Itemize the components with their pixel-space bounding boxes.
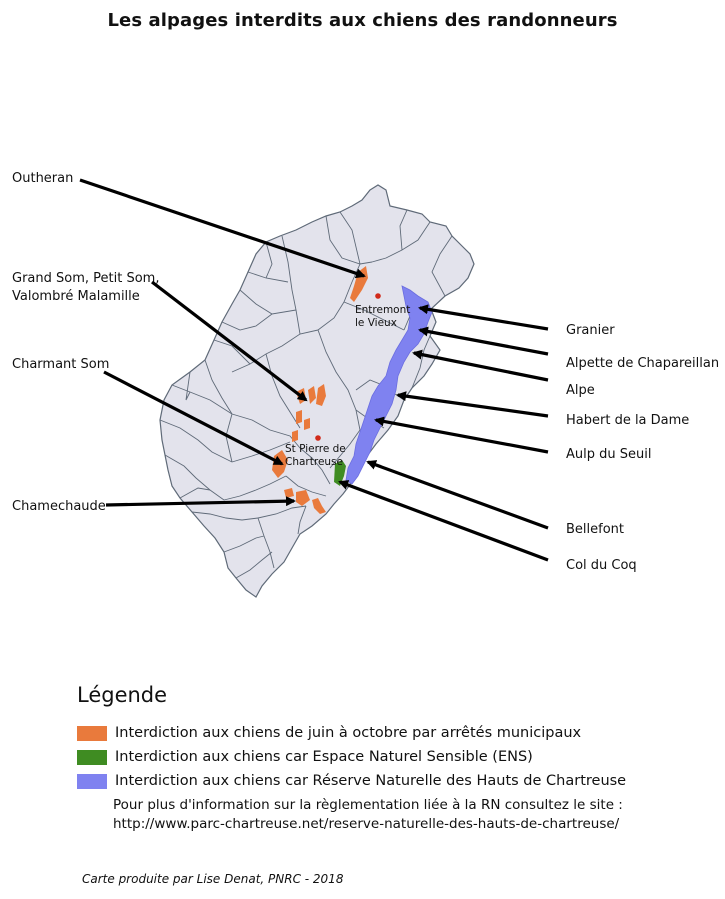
label-outheran: Outheran [12,171,74,186]
town-st-pierre-line2: Chartreuse [285,456,343,468]
st-pierre-dot [315,435,321,441]
arrow-alpe [414,353,548,380]
label-grand-som-line1: Grand Som, Petit Som, [12,271,160,286]
legend-text-municipal: Interdiction aux chiens de juin à octobre par arrêtés municipaux [115,725,582,741]
legend-text-reserve: Interdiction aux chiens car Réserve Naturelle des Hauts de Chartreuse [115,773,627,789]
label-grand-som-line2: Valombré Malamille [12,289,140,304]
legend-swatch-blue [77,774,107,789]
label-col-du-coq: Col du Coq [566,558,637,573]
arrow-aulp [376,420,548,452]
label-charmant-som: Charmant Som [12,357,110,372]
label-aulp: Aulp du Seuil [566,447,652,462]
legend-item-municipal [77,724,581,742]
legend-swatch-orange [77,726,107,741]
territory-area [160,185,474,597]
info-line-1: Pour plus d'information sur la règlementation liée à la RN consultez le site : [113,797,623,813]
map-title: Les alpages interdits aux chiens des randonneurs [107,10,618,31]
legend-text-ens: Interdiction aux chiens car Espace Naturel Sensible (ENS) [115,749,533,765]
arrow-col-du-coq [340,482,548,560]
legend-item-ens [77,748,533,766]
town-entremont-line2: le Vieux [355,317,397,329]
label-alpe: Alpe [566,383,595,398]
map-credit: Carte produite par Lise Denat, PNRC - 2018 [82,872,344,886]
legend-item-reserve [77,772,626,790]
label-alpette: Alpette de Chapareillan [566,356,720,371]
legend-heading: Légende [77,683,168,707]
town-st-pierre-line1: St Pierre de [285,443,346,455]
label-bellefont: Bellefont [566,522,625,537]
info-url[interactable]: http://www.parc-chartreuse.net/reserve-naturelle-des-hauts-de-chartreuse/ [113,816,620,832]
town-entremont-line1: Entremont [355,304,411,316]
legend-swatch-green [77,750,107,765]
entremont-dot [375,293,381,299]
arrow-granier [420,308,548,329]
label-chamechaude: Chamechaude [12,499,106,514]
label-habert: Habert de la Dame [566,413,690,428]
label-granier: Granier [566,323,615,338]
arrow-habert [398,395,548,416]
arrow-bellefont [368,462,548,528]
